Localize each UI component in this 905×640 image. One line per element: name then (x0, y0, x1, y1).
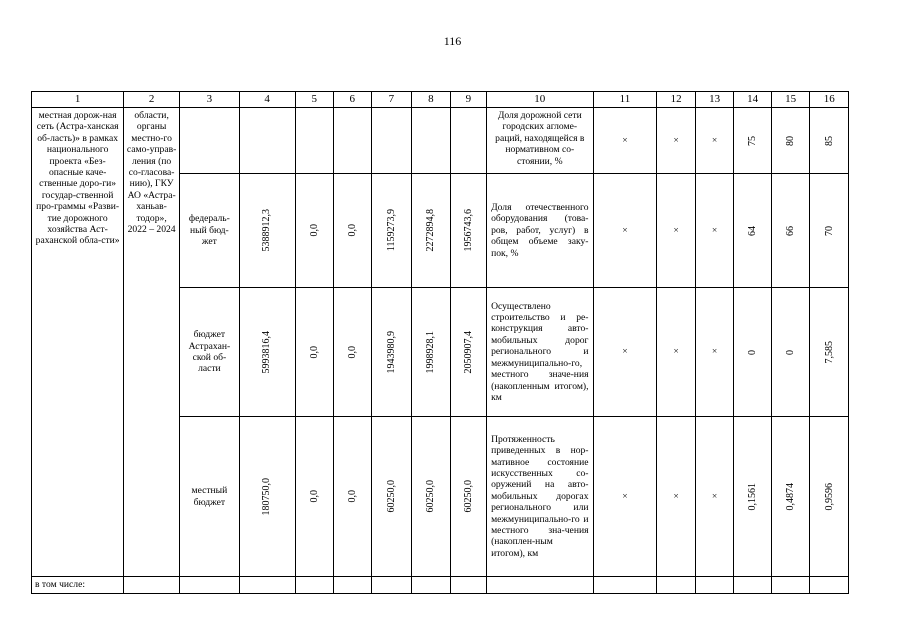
header-row (32, 92, 849, 108)
header-cell: 9 (450, 92, 486, 108)
value-cell: 0,0 (295, 174, 334, 288)
indicator-cell: Доля отечественного оборудования (това-ров, работ, услуг) в общем объеме заку-пок, % (487, 174, 593, 288)
header-cell: 11 (593, 92, 657, 108)
empty-cell (734, 577, 772, 594)
target-cell: × (695, 288, 734, 417)
program-name-cell: местная дорож-ная сеть (Астра-ханская об-ласть)» в рамках национального проекта «Без-опасные каче-ственные доро-ги» государ-ственной про-граммы «Разви-тие дорожного хозяйства Аст-раханской обла-сти» (32, 108, 124, 577)
value-cell: 1956743,6 (450, 174, 486, 288)
target-cell: 0 (771, 288, 810, 417)
value-cell: 60250,0 (371, 417, 412, 577)
value-cell: 60250,0 (412, 417, 451, 577)
target-cell: × (657, 174, 696, 288)
value-cell (295, 108, 334, 174)
empty-cell (179, 577, 239, 594)
table-row (32, 108, 849, 174)
header-cell: 1 (32, 92, 124, 108)
empty-cell (450, 577, 486, 594)
target-cell: × (657, 417, 696, 577)
target-cell: 70 (810, 174, 849, 288)
empty-cell (657, 577, 696, 594)
target-cell: 0,1561 (734, 417, 772, 577)
header-cell: 15 (771, 92, 810, 108)
header-cell: 3 (179, 92, 239, 108)
header-cell: 14 (734, 92, 772, 108)
value-cell: 5388912,3 (239, 174, 295, 288)
header-cell: 13 (695, 92, 734, 108)
empty-cell (487, 577, 593, 594)
empty-cell (412, 577, 451, 594)
funding-source-cell: бюджет Астрахан-ской об-ласти (179, 288, 239, 417)
page-number: 116 (443, 34, 462, 48)
target-cell: × (695, 174, 734, 288)
empty-cell (695, 577, 734, 594)
value-cell (450, 108, 486, 174)
empty-cell (295, 577, 334, 594)
target-cell: × (593, 174, 657, 288)
target-cell: × (657, 108, 696, 174)
subtotal-label: в том числе: (32, 577, 124, 594)
value-cell: 0,0 (295, 417, 334, 577)
value-cell (334, 108, 372, 174)
target-cell: × (593, 417, 657, 577)
subtotal-row (32, 577, 849, 594)
indicator-cell: Протяженность приведенных в нор-мативное состояние искусственных со-оружений на авто-мобильных дорогах регионального или межмуниципально-го и местного зна-чения (накоплен-ным итогом), км (487, 417, 593, 577)
header-cell: 4 (239, 92, 295, 108)
value-cell (412, 108, 451, 174)
value-cell: 1998928,1 (412, 288, 451, 417)
empty-cell (239, 577, 295, 594)
value-cell: 5993816,4 (239, 288, 295, 417)
target-cell: × (593, 108, 657, 174)
target-cell: 66 (771, 174, 810, 288)
value-cell: 1943980,9 (371, 288, 412, 417)
target-cell: 64 (734, 174, 772, 288)
header-cell: 12 (657, 92, 696, 108)
empty-cell (124, 577, 180, 594)
empty-cell (593, 577, 657, 594)
value-cell: 0,0 (334, 417, 372, 577)
empty-cell (334, 577, 372, 594)
indicator-cell: Осуществлено строительство и ре-конструкция авто-мобильных дорог регионального и межмуниципально-го, местного значе-ния (накопленным итогом), км (487, 288, 593, 417)
target-cell: × (593, 288, 657, 417)
header-cell: 8 (412, 92, 451, 108)
value-cell: 0,0 (334, 174, 372, 288)
funding-source-cell (179, 108, 239, 174)
value-cell (371, 108, 412, 174)
target-cell: 0 (734, 288, 772, 417)
budget-table (31, 91, 849, 594)
empty-cell (771, 577, 810, 594)
value-cell: 180750,0 (239, 417, 295, 577)
target-cell: × (695, 417, 734, 577)
value-cell: 2272894,8 (412, 174, 451, 288)
value-cell: 0,0 (295, 288, 334, 417)
target-cell: 0,4874 (771, 417, 810, 577)
target-cell: 0,9596 (810, 417, 849, 577)
header-cell: 7 (371, 92, 412, 108)
header-cell: 16 (810, 92, 849, 108)
header-cell: 5 (295, 92, 334, 108)
header-cell: 10 (487, 92, 593, 108)
funding-source-cell: местный бюджет (179, 417, 239, 577)
target-cell: 80 (771, 108, 810, 174)
value-cell (239, 108, 295, 174)
value-cell: 1159273,9 (371, 174, 412, 288)
executor-cell: области, органы местно-го само-управ-ления (по со-гласова-нию), ГКУ АО «Астра-ханьав-тодор», 2022 – 2024 (124, 108, 180, 577)
empty-cell (810, 577, 849, 594)
target-cell: × (657, 288, 696, 417)
target-cell: 85 (810, 108, 849, 174)
value-cell: 0,0 (334, 288, 372, 417)
target-cell: 7,585 (810, 288, 849, 417)
empty-cell (371, 577, 412, 594)
value-cell: 60250,0 (450, 417, 486, 577)
indicator-cell: Доля дорожной сети городских агломе-раций, находящейся в нормативном со-стоянии, % (487, 108, 593, 174)
target-cell: 75 (734, 108, 772, 174)
value-cell: 2050907,4 (450, 288, 486, 417)
header-cell: 2 (124, 92, 180, 108)
funding-source-cell: федераль-ный бюд-жет (179, 174, 239, 288)
header-cell: 6 (334, 92, 372, 108)
target-cell: × (695, 108, 734, 174)
